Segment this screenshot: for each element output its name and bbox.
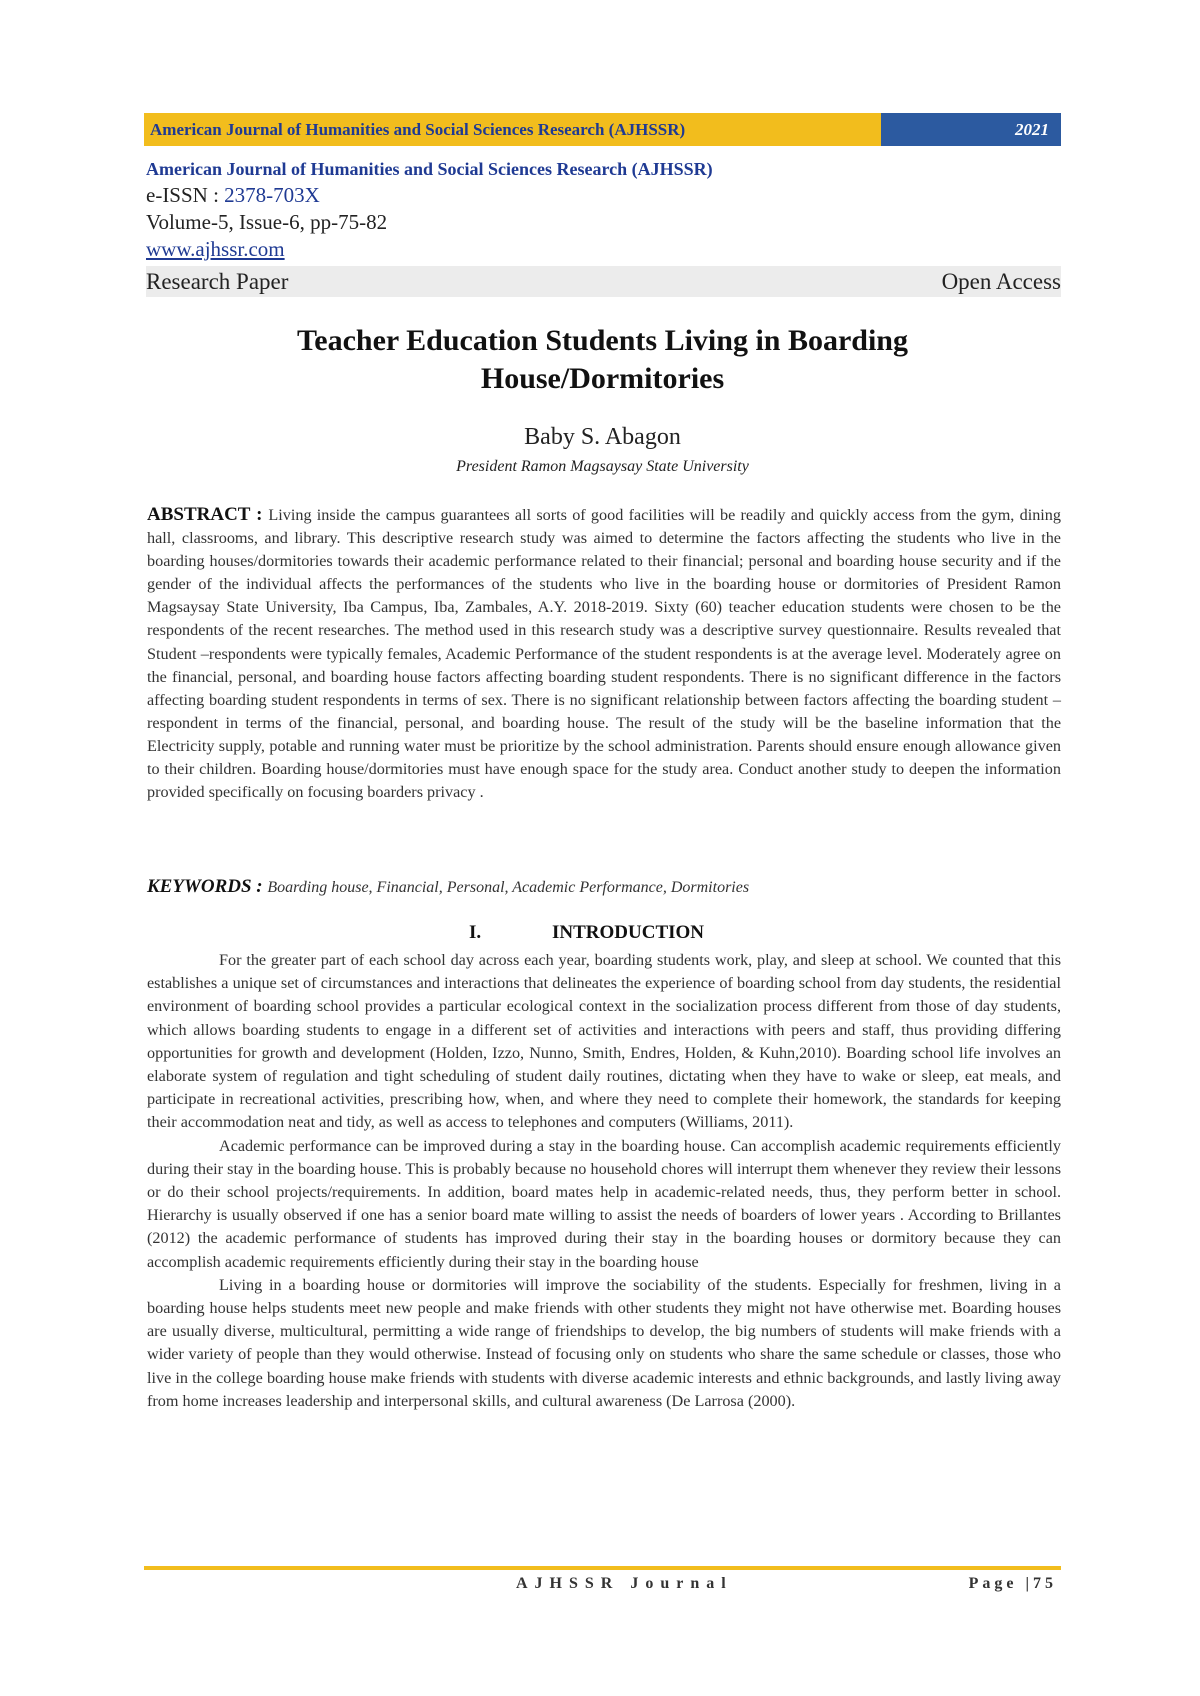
abstract-text: Living inside the campus guarantees all sorts of good facilities will be readily and quickly access from the gym, dining hall, classrooms, and library. This descriptive research study was aimed to determine the factors affecting the students who live in the boarding houses/dormitories towards their academic performance related to their financial; personal and boarding house security and if the gender of the individual affects the performances of the students who live in the boarding house or dormitories of President Ramon Magsaysay State University, Iba Campus, Iba, Zambales, A.Y. 2018-2019. Sixty (60) teacher education students were chosen to be the respondents of the recent researches. The method used in this research study was a descriptive survey questionnaire. Results revealed that Student –respondents were typically females, Academic Performance of the student respondents is at the average level. Moderately agree on the financial, personal, and boarding house factors affecting boarding student respondents. There is no significant difference in the factors affecting boarding student respondents in terms of sex. There is no significant relationship between factors affecting the boarding student – respondent in terms of the financial, personal, and boarding house. The result of the study will be the baseline information that the Electricity supply, potable and running water must be prioritize by the school administration. Parents should ensure enough allowance given to their children. Boarding house/dormitories must have enough space for the study area. Conduct another study to deepen the information provided specifically on focusing boarders privacy .: [147, 506, 1061, 802]
footer-journal: AJHSSR Journal: [516, 1575, 733, 1592]
paper-type: Research Paper: [146, 268, 289, 294]
introduction-body: [147, 949, 1061, 1413]
keywords-text: Boarding house, Financial, Personal, Academic Performance, Dormitories: [267, 879, 750, 896]
author-name: Baby S. Abagon: [524, 424, 681, 450]
paragraph-2: Academic performance can be improved during a stay in the boarding house. Can accomplish academic requirements efficiently during their stay in the boarding house. This is probably because no household chores will interrupt them whenever they review their lessons or do their school projects/requirements. In addition, board mates help in academic-related needs, thus, they perform better in school. Hierarchy is usually observed if one has a senior board mate willing to assist the needs of boarders of lower years . According to Brillantes (2012) the academic performance of students has improved during their stay in the boarding houses or dormitory because they can accomplish academic requirements efficiently during their stay in the boarding house: [147, 1136, 1061, 1271]
header-journal-name: American Journal of Humanities and Social Sciences Research (AJHSSR): [144, 113, 881, 146]
access-type: Open Access: [941, 268, 1061, 294]
journal-meta: [146, 156, 1061, 297]
meta-journal-name: American Journal of Humanities and Social Sciences Research (AJHSSR): [146, 159, 713, 179]
issn-label: e-ISSN :: [146, 183, 225, 207]
section-title: INTRODUCTION: [552, 922, 705, 943]
paragraph-1: For the greater part of each school day across each year, boarding students work, play, and sleep at school. We counted that this establishes a unique set of circumstances and interactions that delineates the experience of boarding school from day students, the residential environment of boarding school provides a particular ecological context in the socialization process different from those of day students, which allows boarding students to engage in a different set of activities and interactions with peers and staff, thus providing differing opportunities for growth and development (Holden, Izzo, Nunno, Smith, Endres, Holden, & Kuhn,2010). Boarding school life involves an elaborate system of regulation and tight scheduling of student daily routines, dictating when they have to wake or sleep, eat meals, and participate in recreational activities, prescribing how, when, and where they need to complete their homework, the standards for keeping their accommodation neat and tidy, as well as access to telephones and computers (Williams, 2011).: [147, 951, 1061, 1132]
footer-rule: [144, 1566, 1061, 1570]
keywords: [147, 876, 1061, 898]
header-year: 2021: [881, 113, 1061, 146]
section-number: I.: [469, 922, 482, 943]
header-band: [144, 113, 1061, 146]
title-line-1: Teacher Education Students Living in Boarding: [297, 324, 908, 357]
abstract-label: ABSTRACT :: [147, 504, 269, 525]
paper-title: [144, 322, 1061, 398]
keywords-label: KEYWORDS :: [147, 876, 268, 897]
title-line-2: House/Dormitories: [480, 362, 725, 395]
issn-line: [146, 182, 1061, 209]
paragraph-3: Living in a boarding house or dormitories will improve the sociability of the students. Especially for freshmen, living in a boarding house helps students meet new people and make friends with other students they might not have otherwise met. Boarding houses are usually diverse, multicultural, permitting a wide range of friendships to develop, the big numbers of students will make friends with a wider variety of people than they would otherwise. Instead of focusing only on students who share the same schedule or classes, those who live in the college boarding house make friends with students with diverse academic interests and ethnic backgrounds, and lastly living away from home increases leadership and interpersonal skills, and cultural awareness (De Larrosa (2000).: [147, 1275, 1061, 1410]
website-link[interactable]: www.ajhssr.com: [146, 237, 285, 261]
volume-line: Volume-5, Issue-6, pp-75-82: [146, 210, 388, 234]
abstract: [147, 503, 1061, 804]
paper-type-row: [146, 266, 1061, 297]
issn-value: 2378-703X: [224, 183, 320, 207]
author-affiliation: President Ramon Magsaysay State University: [456, 458, 749, 475]
footer-page-number: Page |75: [968, 1575, 1057, 1592]
